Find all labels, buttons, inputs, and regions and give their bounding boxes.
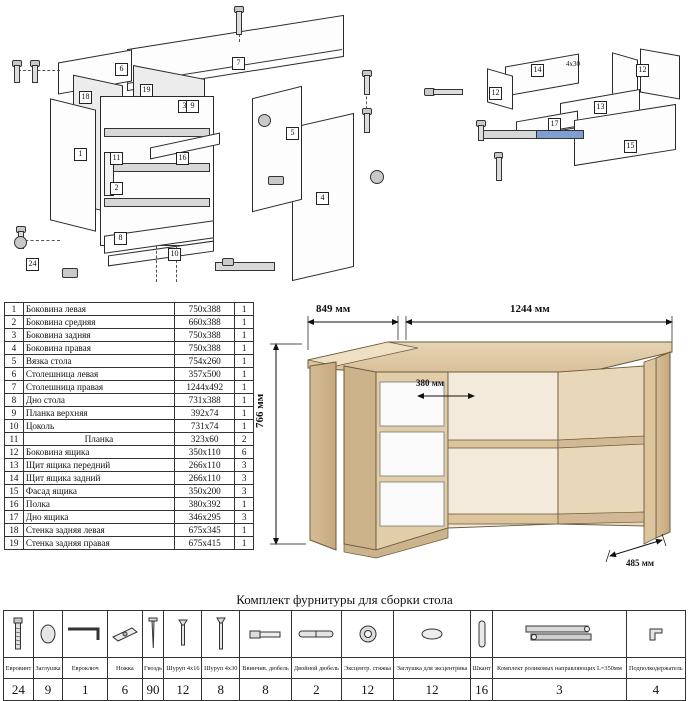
part-dim: 731x74 [175,420,235,433]
part-qty: 1 [235,303,254,316]
table-row [5,537,254,550]
part-dim: 266x110 [175,459,235,472]
hardware-cell-icon [33,611,62,658]
parts-list-body [5,303,254,550]
callout-drawer-14: 14 [531,64,544,77]
callout-3: 3 [178,100,191,113]
hardware-name: Шуруп 4х30 [202,658,240,679]
callout-4: 4 [316,192,329,205]
part-qty: 1 [235,329,254,342]
euro-screw-icon [10,616,26,652]
table-row [5,329,254,342]
part-no: 17 [5,511,24,524]
dim-width-top-label: 1244 мм [510,303,550,315]
part-no: 13 [5,459,24,472]
parts-list-table [4,302,254,550]
callout-19: 19 [140,84,153,97]
drawer-rail-3 [104,198,210,207]
part-qty: 1 [235,342,254,355]
part-name: Боковина ящика [23,446,174,459]
part-dim: 660x388 [175,316,235,329]
hardware-kit-table [3,610,686,701]
part-name: Боковина левая [23,303,174,316]
part-name: Боковина правая [23,342,174,355]
part-name: Планка [23,433,174,446]
part-no: 15 [5,485,24,498]
drawer-slide-icon [536,130,584,139]
part-no: 8 [5,394,24,407]
part-name: Планка верхняя [23,407,174,420]
part-dim: 266x110 [175,472,235,485]
table-row [5,420,254,433]
shelf-support-icon [646,623,666,645]
part-dim: 380x392 [175,498,235,511]
hardware-count: 90 [142,679,164,701]
table-row [5,381,254,394]
hardware-cell-icon [4,611,34,658]
table-row [5,485,254,498]
part-name: Цоколь [23,420,174,433]
part-dim: 750x388 [175,329,235,342]
hardware-name: Заглушка [33,658,62,679]
double-dowel-icon [296,625,336,643]
part-dim: 675x415 [175,537,235,550]
part-no: 11 [5,433,24,446]
part-qty: 1 [235,368,254,381]
part-name: Боковина задняя [23,329,174,342]
callout-8: 8 [114,232,127,245]
part-name: Столешница правая [23,381,174,394]
part-qty: 3 [235,459,254,472]
hardware-cell-icon [291,611,341,658]
part-name: Щит ящика задний [23,472,174,485]
hardware-count: 1 [63,679,108,701]
part-qty: 1 [235,420,254,433]
part-qty: 2 [235,433,254,446]
part-dim: 346x295 [175,511,235,524]
hardware-name: Эксцентр. стяжка [341,658,393,679]
hardware-count: 12 [341,679,393,701]
hardware-name: Шуруп 4х16 [164,658,202,679]
callout-24: 24 [26,258,39,271]
part-dim: 731x388 [175,394,235,407]
table-row [5,524,254,537]
part-name: Вязка стола [23,355,174,368]
hardware-name: Евроключ [63,658,108,679]
part-name: Дно стола [23,394,174,407]
dim-height-label: 766 мм [254,393,266,428]
part-dim: 750x388 [175,303,235,316]
table-row [5,446,254,459]
part-dim: 357x500 [175,368,235,381]
table-row [5,459,254,472]
hardware-cell-icon [240,611,292,658]
table-row [5,316,254,329]
table-row [5,433,254,446]
hardware-name: Шкант [471,658,493,679]
part-1-side-left [50,98,96,231]
hardware-name: Комплект роликовых направляющих L=350мм [493,658,627,679]
hardware-counts-row [4,679,686,701]
callout-drawer-12b: 12 [489,87,502,100]
part-no: 19 [5,537,24,550]
dim-depth-inner-label: 380 мм [416,378,445,388]
table-row [5,472,254,485]
callout-16: 16 [176,152,189,165]
part-dim: 350x110 [175,446,235,459]
part-dim: 350x200 [175,485,235,498]
part-no: 5 [5,355,24,368]
euro-key-icon [65,623,105,645]
leg-icon [110,623,140,645]
part-qty: 3 [235,485,254,498]
part-qty: 6 [235,446,254,459]
cap-icon [37,623,59,645]
hardware-count: 4 [626,679,685,701]
part-no: 4 [5,342,24,355]
part-qty: 1 [235,498,254,511]
hardware-name: Ножка [108,658,142,679]
part-dim: 675x345 [175,524,235,537]
part-name: Щит ящика передний [23,459,174,472]
hardware-cell-icon [142,611,164,658]
part-name: Дно ящика [23,511,174,524]
callout-10: 10 [168,248,181,261]
hardware-count: 8 [202,679,240,701]
part-no: 9 [5,407,24,420]
hardware-cell-icon [493,611,627,658]
hardware-cell-icon [471,611,493,658]
callout-drawer-12a: 12 [636,64,649,77]
hardware-count: 24 [4,679,34,701]
part-dim: 754x260 [175,355,235,368]
hardware-name: Подполкодержатель [626,658,685,679]
part-no: 6 [5,368,24,381]
hardware-section-title: Комплект фурнитуры для сборки стола [236,592,453,607]
hardware-count: 3 [493,679,627,701]
part-qty: 1 [235,537,254,550]
part-name: Стенка задняя левая [23,524,174,537]
hardware-icons-row [4,611,686,658]
part-no: 12 [5,446,24,459]
table-row [5,355,254,368]
hardware-count: 6 [108,679,142,701]
part-qty: 1 [235,407,254,420]
part-qty: 1 [235,394,254,407]
assembled-desk-drawing [254,300,686,590]
part-qty: 1 [235,524,254,537]
screw-4x16-icon [177,617,189,651]
part-qty: 1 [235,316,254,329]
hardware-count: 9 [33,679,62,701]
part-no: 18 [5,524,24,537]
part-no: 2 [5,316,24,329]
hardware-cell-icon [164,611,202,658]
callout-9: 9 [186,100,199,113]
hardware-name: Евровинт [4,658,34,679]
part-name: Стенка задняя правая [23,537,174,550]
callout-drawer-17: 17 [548,118,561,131]
table-row [5,368,254,381]
dim-width-left-label: 849 мм [316,303,351,315]
callout-18: 18 [79,91,92,104]
drawer-slide-icon [480,130,538,139]
hardware-count: 12 [164,679,202,701]
hardware-name: Ввинчив. дюбель [240,658,292,679]
part-name: Столешница левая [23,368,174,381]
dim-depth-bottom-label: 485 мм [626,558,655,568]
table-row [5,407,254,420]
part-qty: 3 [235,472,254,485]
hardware-cell-icon [394,611,471,658]
hardware-count: 16 [471,679,493,701]
screw-in-dowel-icon [247,624,285,644]
hardware-cell-icon [63,611,108,658]
cam-lock-icon [356,622,380,646]
drawer-slide-icon [523,621,595,647]
dowel-icon [476,618,488,650]
hardware-cell-icon [341,611,393,658]
callout-1: 1 [74,148,87,161]
drawer-note-4x30: 4х30 [566,60,580,68]
table-row [5,511,254,524]
part-name: Фасад ящика [23,485,174,498]
part-no: 14 [5,472,24,485]
part-no: 7 [5,381,24,394]
callout-6: 6 [115,63,128,76]
hardware-cell-icon [626,611,685,658]
part-no: 16 [5,498,24,511]
desk-svg [258,300,686,590]
callout-2: 2 [110,182,123,195]
part-name: Боковина средняя [23,316,174,329]
table-row [5,342,254,355]
table-row [5,498,254,511]
callout-drawer-13: 13 [594,101,607,114]
callout-5: 5 [286,127,299,140]
table-row [5,394,254,407]
nail-icon [147,616,159,652]
part-5-tie [252,86,302,212]
part-dim: 1244x492 [175,381,235,394]
part-dim: 392x74 [175,407,235,420]
drawer-rail-1 [104,128,210,137]
part-name: Полка [23,498,174,511]
callout-11: 11 [110,152,123,165]
table-row [5,303,254,316]
hardware-name: Двойной дюбель [291,658,341,679]
part-qty: 1 [235,355,254,368]
screw-4x30-icon [215,615,227,653]
callout-7: 7 [232,57,245,70]
hardware-name: Гвоздь [142,658,164,679]
hardware-name: Заглушка для эксцентрика [394,658,471,679]
hardware-names-row [4,658,686,679]
hardware-cell-icon [108,611,142,658]
part-qty: 3 [235,511,254,524]
hardware-cell-icon [202,611,240,658]
callout-drawer-15: 15 [624,140,637,153]
cam-cap-icon [419,626,445,642]
part-no: 10 [5,420,24,433]
hardware-count: 12 [394,679,471,701]
hardware-count: 8 [240,679,292,701]
exploded-assembly-diagram [0,0,689,292]
part-no: 3 [5,329,24,342]
hardware-count: 2 [291,679,341,701]
part-dim: 323x60 [175,433,235,446]
part-qty: 1 [235,381,254,394]
part-no: 1 [5,303,24,316]
part-dim: 750x388 [175,342,235,355]
